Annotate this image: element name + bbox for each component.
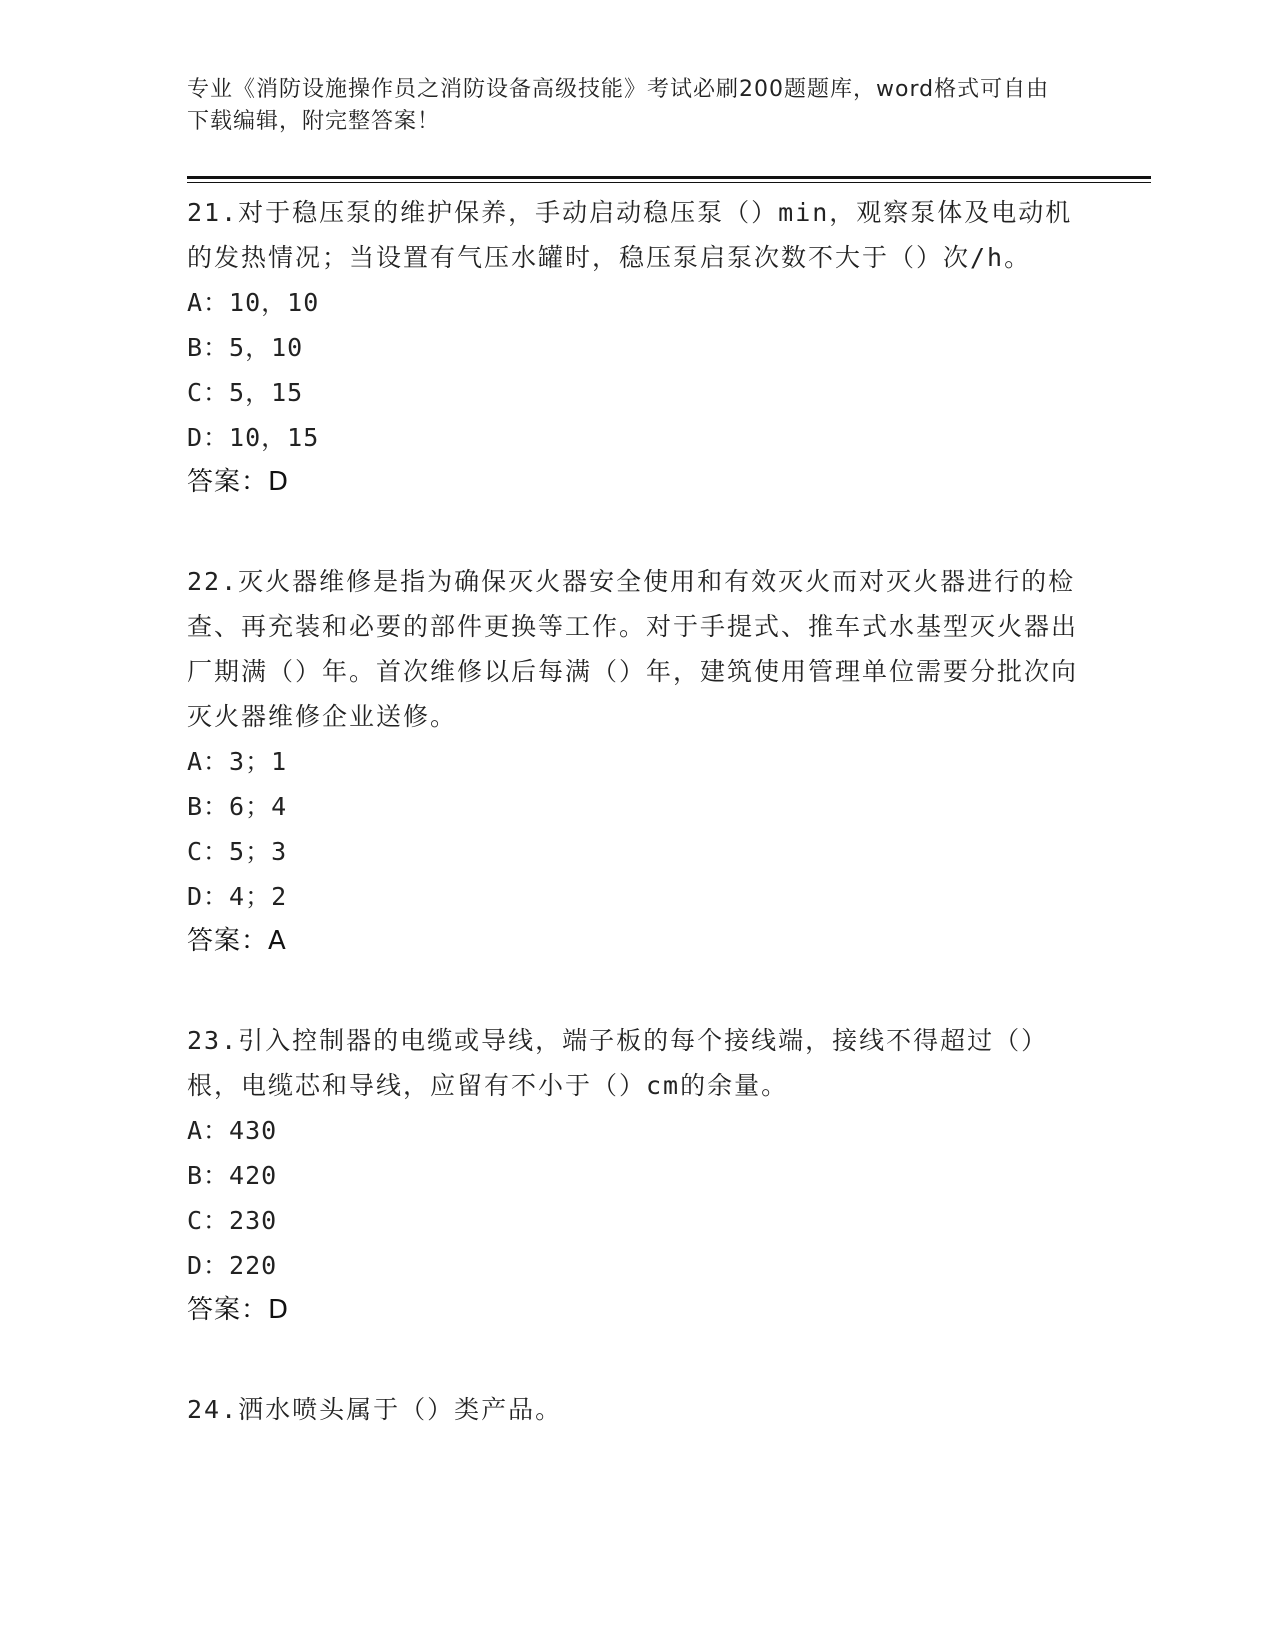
option-b: B：6；4 (187, 792, 288, 821)
option-a: A：10，10 (187, 288, 320, 317)
option-c: C：5，15 (187, 378, 304, 407)
question-text: 22.灭火器维修是指为确保灭火器安全使用和有效灭火而对灭火器进行的检查、再充装和必要的部件更换等工作。对于手提式、推车式水基型灭火器出厂期满（）年。首次维修以后每满（）年，建筑使用管理单位需要分批次向灭火器维修企业送修。 (187, 567, 1079, 731)
header-divider-thin (187, 182, 1151, 183)
option-d: D：4；2 (187, 882, 288, 911)
question-text: 23.引入控制器的电缆或导线，端子板的每个接线端，接线不得超过（）根，电缆芯和导线，应留有不小于（）cm的余量。 (187, 1026, 1049, 1100)
option-d: D：220 (187, 1251, 278, 1280)
header-divider-thick (187, 176, 1151, 179)
answer-line: 答案：A (187, 926, 287, 956)
question-21 (187, 190, 1087, 505)
option-c: C：5；3 (187, 837, 288, 866)
document-header: 专业《消防设施操作员之消防设备高级技能》考试必刷200题题库，word格式可自由下载编辑，附完整答案！ (187, 77, 1050, 134)
option-a: A：430 (187, 1116, 278, 1145)
option-a: A：3；1 (187, 747, 288, 776)
option-d: D：10，15 (187, 423, 320, 452)
question-24 (187, 1387, 1087, 1432)
option-c: C：230 (187, 1206, 278, 1235)
answer-line: 答案：D (187, 1295, 290, 1325)
question-list (187, 190, 1087, 1486)
option-b: B：5，10 (187, 333, 304, 362)
option-b: B：420 (187, 1161, 278, 1190)
question-22 (187, 559, 1087, 964)
question-text: 24.洒水喷头属于（）类产品。 (187, 1395, 563, 1424)
answer-line: 答案：D (187, 467, 290, 497)
question-text: 21.对于稳压泵的维护保养，手动启动稳压泵（）min，观察泵体及电动机的发热情况；当设置有气压水罐时，稳压泵启泵次数不大于（）次/h。 (187, 198, 1073, 272)
question-23 (187, 1018, 1087, 1333)
